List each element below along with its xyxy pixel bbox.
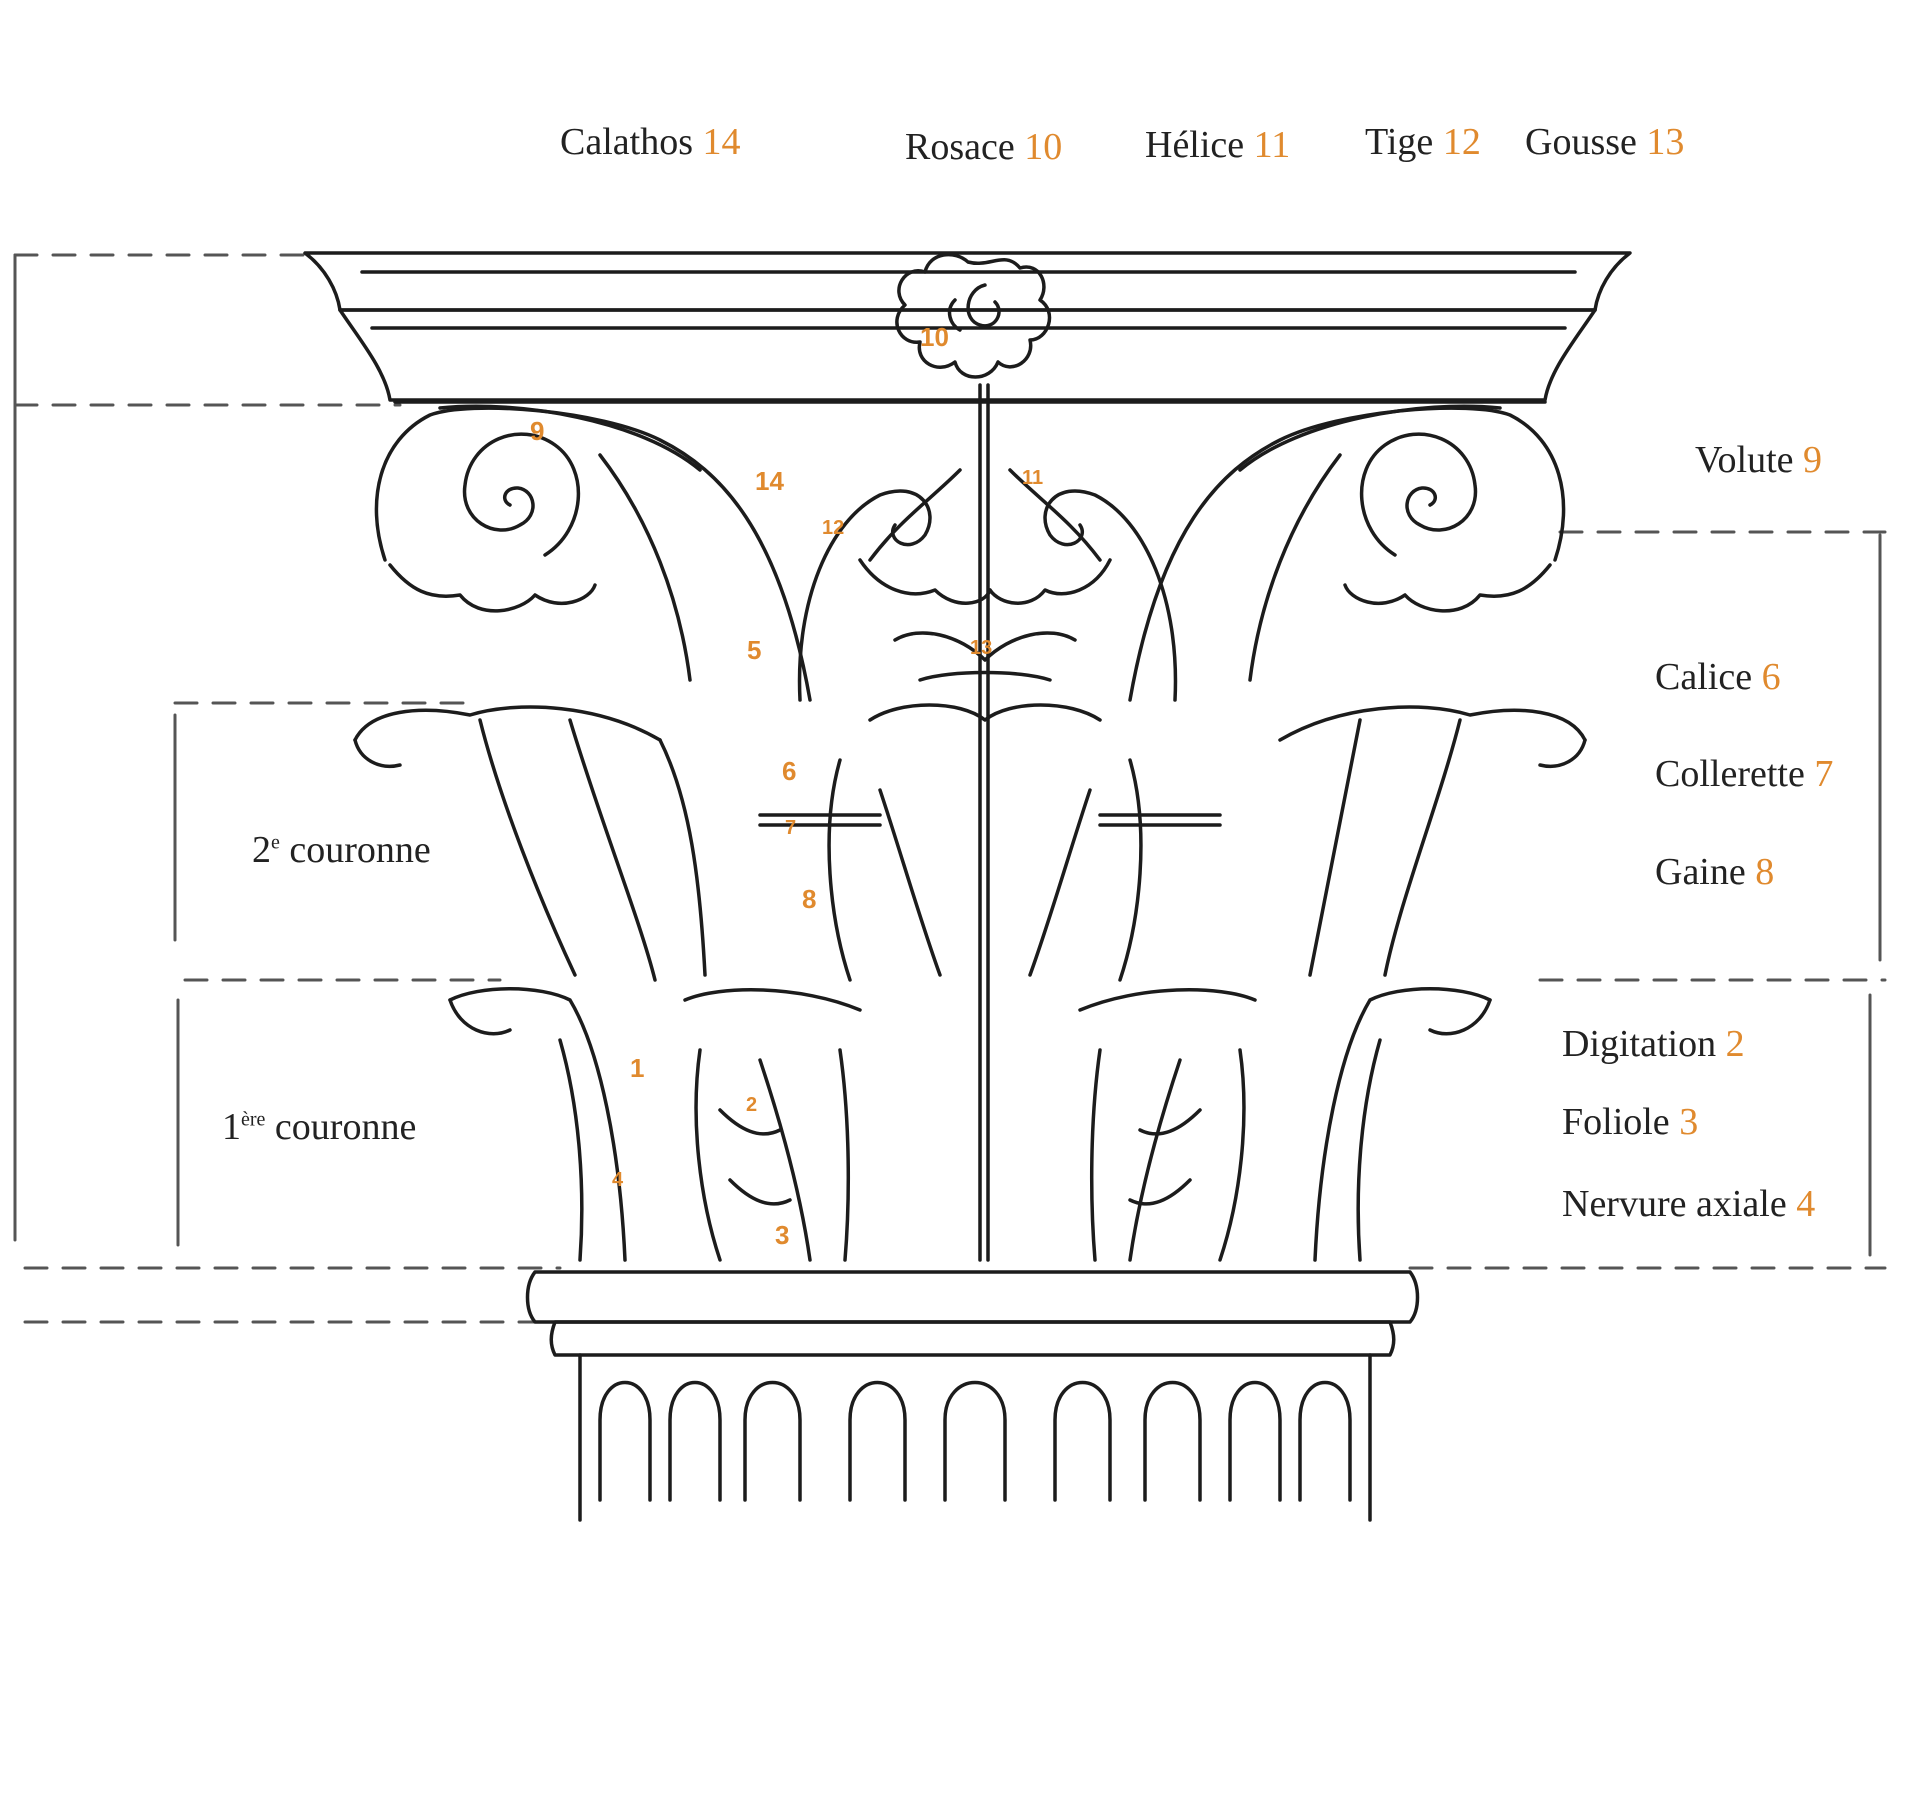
callout-1: 1 (630, 1053, 645, 1083)
label-foliole: Foliole 3 (1562, 1101, 1699, 1143)
label-volute: Volute 9 (1695, 439, 1823, 481)
callout-14: 14 (755, 466, 784, 496)
abacus (305, 253, 1630, 402)
callout-8: 8 (802, 884, 817, 914)
label-first-crown: 1ère couronne (222, 1106, 417, 1148)
second-crown-leaves (355, 705, 1585, 980)
label-nervure-axiale: Nervure axiale 4 (1562, 1183, 1816, 1225)
callout-10: 10 (920, 322, 949, 352)
label-rosace: Rosace 10 (905, 126, 1063, 168)
label-gousse: Gousse 13 (1525, 121, 1685, 163)
region-guides (15, 255, 1885, 1322)
callout-3: 3 (775, 1220, 790, 1250)
volute-left (376, 406, 810, 700)
label-helice: Hélice 11 (1145, 124, 1291, 166)
label-collerette: Collerette 7 (1655, 753, 1834, 795)
label-gaine: Gaine 8 (1655, 851, 1775, 893)
label-digitation: Digitation 2 (1562, 1023, 1745, 1065)
label-calathos: Calathos 14 (560, 121, 741, 163)
callout-12: 12 (822, 517, 845, 539)
callout-9: 9 (530, 416, 545, 446)
callout-4: 4 (612, 1169, 624, 1191)
astragal (528, 1272, 1418, 1355)
label-tige: Tige 12 (1365, 121, 1481, 163)
callout-11: 11 (1022, 467, 1044, 489)
callout-2: 2 (746, 1094, 758, 1116)
callout-6: 6 (782, 756, 797, 786)
callout-7: 7 (785, 817, 797, 839)
label-second-crown: 2e couronne (252, 829, 431, 871)
callout-5: 5 (747, 635, 762, 665)
fluted-shaft (580, 1355, 1370, 1520)
volute-right (1130, 406, 1564, 700)
label-calice: Calice 6 (1655, 656, 1781, 698)
first-crown-leaves (450, 989, 1490, 1260)
callout-13: 13 (970, 637, 993, 659)
rosette-flower (897, 255, 1050, 1260)
